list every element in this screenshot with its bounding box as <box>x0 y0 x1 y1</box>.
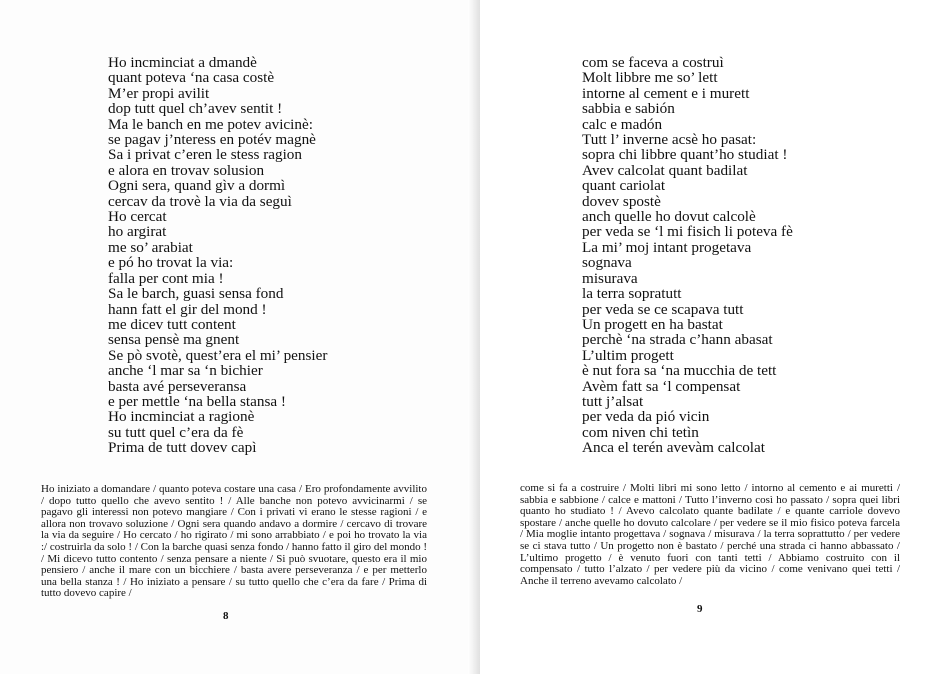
poem-line: com se faceva a costruì <box>582 54 724 71</box>
poem-line: per veda da pió vicin <box>582 408 710 426</box>
poem-line: quant cariolat <box>582 177 666 195</box>
poem-line: per veda se ‘l mi fisich li poteva fè <box>582 223 793 241</box>
poem-line: Molt libbre me so’ lett <box>582 69 718 87</box>
poem-line: sensa pensè ma gnent <box>108 331 240 349</box>
poem-line: dovev spostè <box>582 192 661 210</box>
poem-line: anche ‘l mar sa ‘n bichier <box>108 362 263 380</box>
poem-line: falla per cont mia ! <box>108 269 224 287</box>
right-page <box>480 0 945 674</box>
poem-line: com niven chi tetìn <box>582 423 699 441</box>
poem-line: su tutt quel c’era da fè <box>108 423 244 441</box>
poem-line: sabbia e sabión <box>582 100 675 118</box>
poem-line: la terra sopratutt <box>582 285 682 303</box>
poem-line: e per mettle ‘na bella stansa ! <box>108 392 286 410</box>
poem-line: dop tutt quel ch’avev sentit ! <box>108 100 283 118</box>
poem-line: anch quelle ho dovut calcolè <box>582 208 756 226</box>
poem-line: Sa le barch, guasi sensa fond <box>108 285 284 303</box>
poem-line: sopra chi libbre quant’ho studiat ! <box>582 146 788 164</box>
poem-line: me dicev tutt content <box>108 315 236 333</box>
poem-line: intorne al cement e i murett <box>582 84 750 102</box>
poem-line: Tutt l’ inverne acsè ho pasat: <box>582 131 757 149</box>
poem-line: Prima de tutt dovev capì <box>108 439 257 457</box>
poem-line: se pagav j’nteress en potév magnè <box>108 131 316 149</box>
left-poem <box>108 55 327 456</box>
poem-line: Anca el terén avevàm calcolat <box>582 439 765 457</box>
poem-line: ho argirat <box>108 223 167 241</box>
poem-line: basta avé perseveransa <box>108 377 247 395</box>
poem-line: Avèm fatt sa ‘l compensat <box>582 377 741 395</box>
poem-line: quant poteva ‘na casa costè <box>108 69 275 87</box>
poem-line: Ma le banch en me potev avicinè: <box>108 115 313 133</box>
poem-line: per veda se ce scapava tutt <box>582 300 744 318</box>
poem-line: misurava <box>582 269 638 287</box>
poem-line: e pó ho trovat la via: <box>108 254 234 272</box>
poem-line: è nut fora sa ‘na mucchia de tett <box>582 362 777 380</box>
poem-line: perchè ‘na strada c’hann abasat <box>582 331 773 349</box>
poem-line: Ho incminciat a ragionè <box>108 408 255 426</box>
left-translation: Ho iniziato a domandare / quanto poteva costare una casa / Ero profondamente avvilito / dopo tutto quello che avevo sentito ! / Alle banche non potevo avvicinarmi / se pagavo gli interessi non potevo mangiare / Con i privati vi erano le stesse ragioni / e allora non trovavo soluzione / Ogni sera quando andavo a dormire / cercavo di trovare la via da seguire / Ho cercato / ho rigirato / mi sono arrabbiato / e poi ho trovato la via :/ costruirla da solo ! / Con la barche quasi senza fondo / hanno fatto il giro del mondo ! / Mi dicevo tutto contento / senza pensare a niente / Si può svuotare, questo era il mio pensiero / anche il mare con un bicchiere / basta avere perseveranza / e per metterlo una bella stanza ! / Ho iniziato a pensare / su tutto quello che c’era da fare / Prima di tutto dovevo capire / <box>41 483 427 600</box>
poem-line: Sa i privat c’eren le stess ragion <box>108 146 302 164</box>
poem-line: L’ultim progett <box>582 346 674 364</box>
poem-line: hann fatt el gir del mond ! <box>108 300 267 318</box>
left-page-number: 8 <box>223 610 229 622</box>
right-poem <box>582 55 793 456</box>
right-translation: come si fa a costruire / Molti libri mi sono letto / intorno al cemento e ai muretti / sabbia e sabbione / calce e mattoni / Tutto l’inverno così ho passato / sopra quei libri quanto ho studiato ! / Avevo calcolato quante badilate / e quante carriole dovevo spostare / anche quelle ho dovuto calcolare / per vedere se il mio fisico poteva farcela / Mia moglie intanto progettava / sognava / misurava / la terra soprattutto / per vedere se ci stava tutto / Un progetto non è bastato / perché una strada ci hanno abbassato / L’ultimo progetto / è venuto fuori con tanti tetti / Abbiamo costruito con il compensato / tutto l’alzato / per vedere più da vicino / come venivano quei tetti / Anche il terreno avevamo calcolato / <box>520 482 900 587</box>
poem-line: cercav da trovè la via da seguì <box>108 192 292 210</box>
poem-line: Un progett en ha bastat <box>582 315 723 333</box>
poem-line: sognava <box>582 254 632 272</box>
poem-line: La mi’ moj intant progetava <box>582 238 752 256</box>
poem-line: e alora en trovav solusion <box>108 161 265 179</box>
poem-line: Avev calcolat quant badilat <box>582 161 748 179</box>
poem-line: Se pò svotè, quest’era el mi’ pensier <box>108 346 328 364</box>
right-page-number: 9 <box>697 603 703 615</box>
poem-line: M’er propi avilit <box>108 84 210 102</box>
poem-line: Ho incminciat a dmandè <box>108 54 257 71</box>
poem-line: Ho cercat <box>108 208 167 226</box>
poem-line: tutt j’alsat <box>582 392 644 410</box>
poem-line: Ogni sera, quand gìv a dormì <box>108 177 286 195</box>
poem-line: calc e madón <box>582 115 663 133</box>
poem-line: me so’ arabiat <box>108 238 193 256</box>
